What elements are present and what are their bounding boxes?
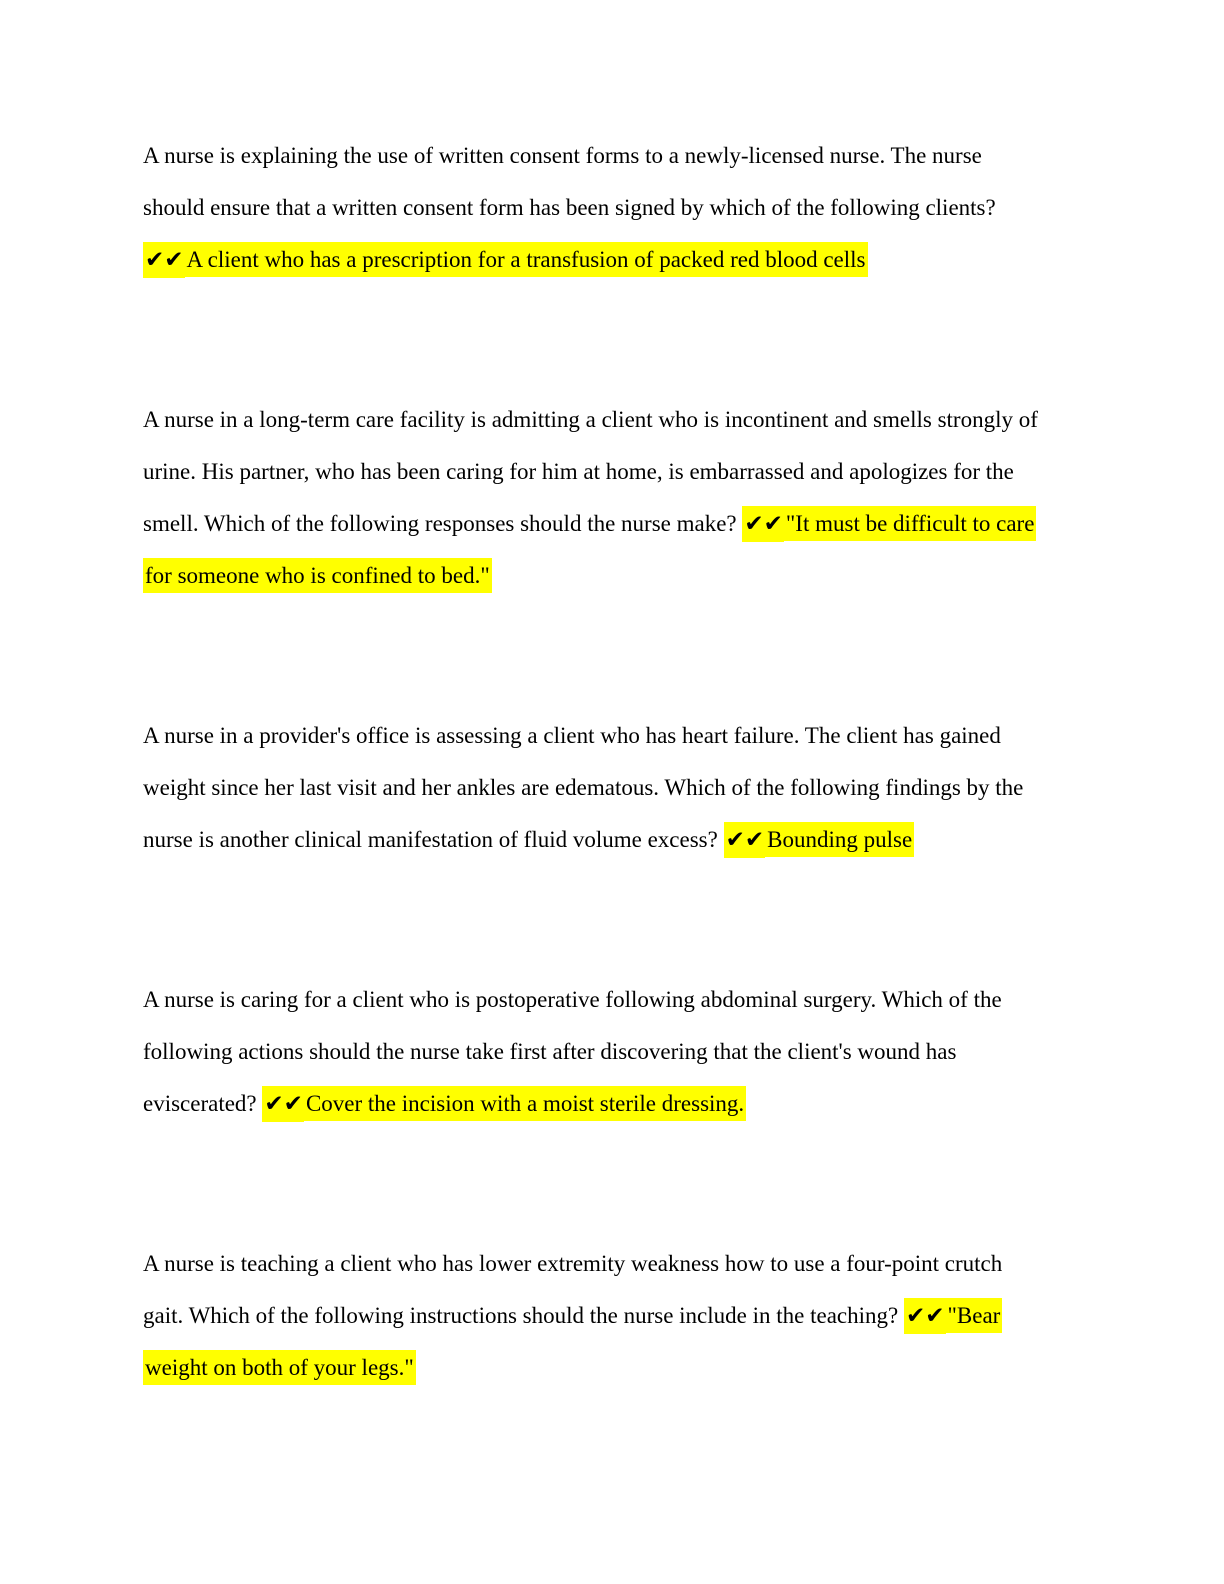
question-text: nurse is another clinical manifestation of fluid volume excess? (143, 827, 724, 852)
text-line (143, 182, 1083, 234)
text-line (143, 762, 1083, 814)
answer-checkmarks-icon: ✔✔ (904, 1298, 946, 1334)
answer-checkmarks-icon: ✔✔ (262, 1086, 304, 1122)
question-text: urine. His partner, who has been caring for him at home, is embarrassed and apologizes for the (143, 459, 1014, 484)
question-text: weight since her last visit and her ankles are edematous. Which of the following findings by the (143, 775, 1024, 800)
document-content (143, 130, 1083, 1394)
qa-block (143, 1238, 1083, 1394)
highlighted-answer-text: for someone who is confined to bed." (143, 558, 492, 593)
question-text: A nurse in a long-term care facility is admitting a client who is incontinent and smells strongly of (143, 407, 1038, 432)
text-line (143, 814, 1083, 866)
text-line (143, 1342, 1083, 1394)
text-line (143, 394, 1083, 446)
text-line (143, 234, 1083, 286)
text-line (143, 446, 1083, 498)
answer-checkmarks-icon: ✔✔ (742, 506, 784, 542)
question-text: following actions should the nurse take first after discovering that the client's wound has (143, 1039, 957, 1064)
question-text: eviscerated? (143, 1091, 263, 1116)
highlighted-answer-text: weight on both of your legs." (143, 1350, 416, 1385)
text-line (143, 1238, 1083, 1290)
highlighted-answer-text: "Bear (946, 1298, 1003, 1333)
text-line (143, 1078, 1083, 1130)
highlighted-answer-text: "It must be difficult to care (784, 506, 1036, 541)
answer-checkmarks-icon: ✔✔ (143, 242, 185, 278)
qa-block (143, 710, 1083, 866)
qa-block (143, 394, 1083, 602)
text-line (143, 974, 1083, 1026)
text-line (143, 130, 1083, 182)
answer-checkmarks-icon: ✔✔ (724, 822, 766, 858)
question-text: A nurse is explaining the use of written consent forms to a newly-licensed nurse. The nurse (143, 143, 982, 168)
question-text: A nurse is teaching a client who has lower extremity weakness how to use a four-point crutch (143, 1251, 1003, 1276)
qa-block (143, 130, 1083, 286)
highlighted-answer-text: A client who has a prescription for a transfusion of packed red blood cells (185, 242, 868, 277)
highlighted-answer-text: Bounding pulse (765, 822, 914, 857)
question-text: should ensure that a written consent form has been signed by which of the following clients? (143, 195, 996, 220)
qa-block (143, 974, 1083, 1130)
text-line (143, 710, 1083, 762)
question-text: A nurse is caring for a client who is postoperative following abdominal surgery. Which of the (143, 987, 1002, 1012)
text-line (143, 498, 1083, 550)
highlighted-answer-text: Cover the incision with a moist sterile dressing. (304, 1086, 746, 1121)
question-text: A nurse in a provider's office is assessing a client who has heart failure. The client has gained (143, 723, 1001, 748)
question-text: gait. Which of the following instructions should the nurse include in the teaching? (143, 1303, 904, 1328)
question-text: smell. Which of the following responses should the nurse make? (143, 511, 743, 536)
text-line (143, 1026, 1083, 1078)
text-line (143, 550, 1083, 602)
text-line (143, 1290, 1083, 1342)
